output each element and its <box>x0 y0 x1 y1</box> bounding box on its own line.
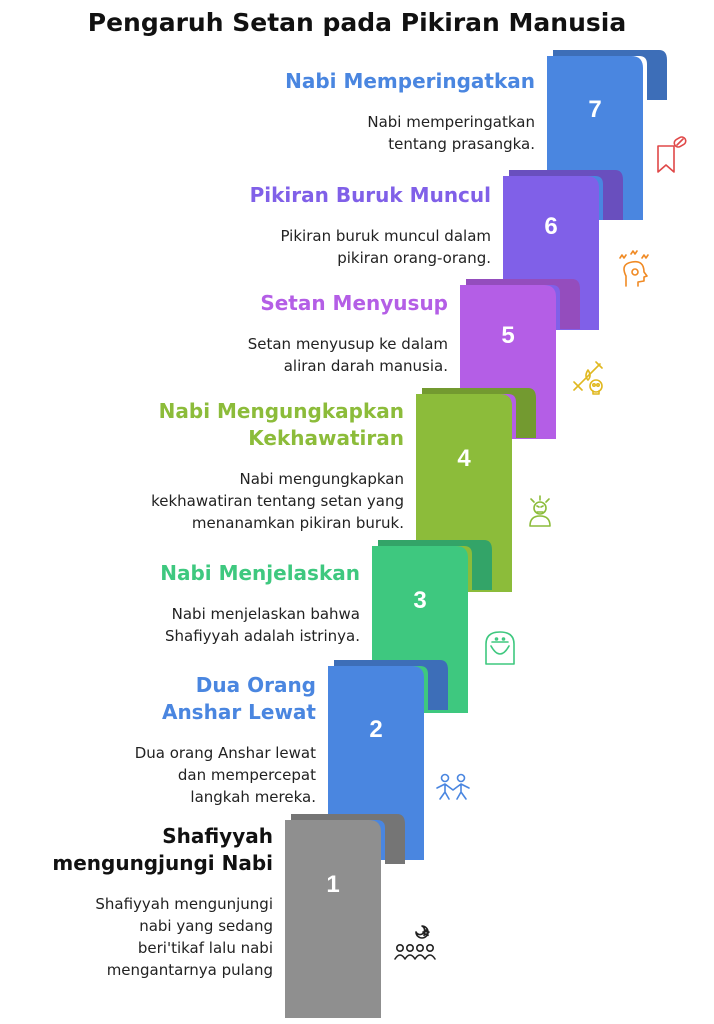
step-1-heading <box>52 823 273 877</box>
step-3-number: 3 <box>413 587 427 615</box>
description-line: Dua orang Anshar lewat <box>134 744 316 762</box>
step-2-number: 2 <box>369 716 383 744</box>
description-line: Nabi mengungkapkan <box>239 470 404 488</box>
description-line: Nabi menjelaskan bahwa <box>171 605 360 623</box>
veiled-woman-icon <box>486 632 514 664</box>
description-line: Pikiran buruk muncul dalam <box>280 227 491 245</box>
description-line: aliran darah manusia. <box>283 357 448 375</box>
description-line: mengantarnya pulang <box>106 961 273 979</box>
description-line: Shafiyyah mengunjungi <box>95 895 273 913</box>
step-6-heading <box>250 182 491 209</box>
step-6-description <box>280 225 491 269</box>
step-5-number: 5 <box>501 321 515 349</box>
heading-line: Nabi Mengungkapkan <box>158 399 404 423</box>
heading-line: Shafiyyah <box>162 824 273 848</box>
description-line: menanamkan pikiran buruk. <box>191 514 404 532</box>
heading-line: Nabi Memperingatkan <box>285 69 535 93</box>
step-1-number: 1 <box>326 871 340 899</box>
page-title: Pengaruh Setan pada Pikiran Manusia <box>87 8 627 37</box>
description-line: beri'tikaf lalu nabi <box>137 939 273 957</box>
description-line: nabi yang sedang <box>139 917 273 935</box>
step-5-description <box>248 333 448 377</box>
heading-line: Kekhawatiran <box>248 426 404 450</box>
crowd-moon-icon <box>395 926 435 959</box>
step-1-description <box>95 893 273 981</box>
step-3-description <box>165 603 360 647</box>
step-3-heading <box>160 560 360 587</box>
step-7-number: 7 <box>588 96 602 124</box>
step-7-description <box>367 111 535 155</box>
step-5-heading <box>260 290 448 317</box>
description-line: Nabi memperingatkan <box>367 113 535 131</box>
step-2-heading <box>162 672 316 726</box>
stressed-head-icon <box>620 251 648 286</box>
two-people-icon <box>437 775 469 800</box>
heading-line: Setan Menyusup <box>260 291 448 315</box>
description-line: kekhawatiran tentang setan yang <box>151 492 404 510</box>
step-2-description <box>135 742 316 808</box>
step-7-heading <box>285 68 535 95</box>
step-6-number: 6 <box>544 212 558 240</box>
heading-line: Dua Orang <box>195 673 316 697</box>
heading-line: mengungjungi Nabi <box>52 851 273 875</box>
description-line: pikiran orang-orang. <box>337 249 491 267</box>
heading-line: Pikiran Buruk Muncul <box>249 183 491 207</box>
step-4-heading <box>159 398 404 452</box>
step-4-number: 4 <box>457 445 471 473</box>
description-line: Setan menyusup ke dalam <box>247 335 448 353</box>
heading-line: Nabi Menjelaskan <box>160 561 360 585</box>
warning-bookmark-icon <box>658 136 687 172</box>
description-line: tentang prasangka. <box>388 135 535 153</box>
description-line: langkah mereka. <box>190 788 316 806</box>
worried-person-icon <box>530 496 550 526</box>
step-4-description <box>151 468 404 534</box>
description-line: Shafiyyah adalah istrinya. <box>165 627 360 645</box>
poison-skull-icon <box>574 362 602 394</box>
heading-line: Anshar Lewat <box>161 700 316 724</box>
step-1-scroll <box>285 814 405 1018</box>
description-line: dan mempercepat <box>177 766 316 784</box>
